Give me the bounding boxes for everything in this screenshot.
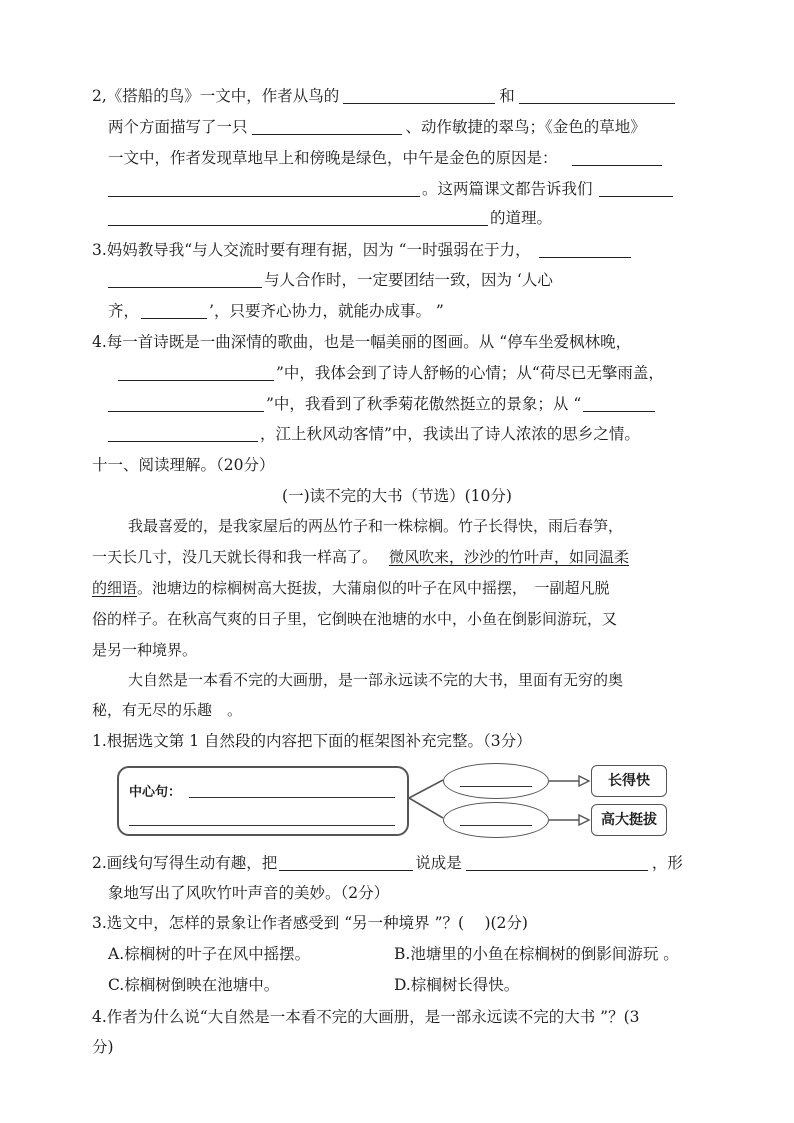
passage-line: 是另一种境界。: [92, 641, 198, 659]
q3-text: ’，只要齐心协力，就能办成事。 ”: [209, 302, 444, 320]
underlined-sentence: 微风吹来，沙沙的竹叶声，如同温柔: [389, 548, 630, 566]
q4-line-3: [108, 394, 655, 414]
answer-blank[interactable]: [572, 148, 662, 166]
q3-text: 3.妈妈教导我“与人交流时要有理有据，因为 “一时强弱在于力，: [92, 241, 531, 259]
q2-text: 两个方面描写了一只: [108, 118, 248, 136]
answer-blank[interactable]: [108, 179, 420, 197]
q4-text: ，江上秋风动客情”中，我读出了诗人浓浓的思乡之情。: [260, 425, 640, 443]
q2-text: 一文中，作者发现草地早上和傍晚是绿色，中午是金色的原因是：: [108, 149, 558, 167]
answer-blank[interactable]: [108, 424, 258, 442]
option-b[interactable]: B.池塘里的小鱼在棕榈树的倒影间游玩 。: [394, 945, 679, 963]
arrow-head: [579, 776, 589, 786]
answer-blank[interactable]: [108, 208, 488, 226]
answer-blank[interactable]: [343, 86, 495, 104]
framework-diagram: [113, 760, 673, 840]
answer-blank[interactable]: [460, 786, 532, 787]
q4-text: ”中，我体会到了诗人舒畅的心情；从“荷尽已无擎雨盖，: [276, 364, 664, 382]
answer-blank[interactable]: [252, 117, 402, 135]
q4-text: 4.每一首诗既是一曲深情的歌曲，也是一幅美丽的图画。从 “停车坐爱枫林晚，: [92, 333, 632, 351]
rq1-text: 1.根据选文第 1 自然段的内容把下面的框架图补充完整。（3分）: [92, 732, 532, 750]
rq3-text: 3.选文中，怎样的景象让作者感受到 “另一种境界 ”？( )(2分): [92, 914, 528, 932]
central-sentence-label: 中心句：: [129, 785, 182, 800]
q2-text: 、动作敏捷的翠鸟；《金色的草地》: [405, 118, 646, 136]
q2-text: 的道理。: [490, 209, 553, 227]
q2-text: 。这两篇课文都告诉我们: [422, 180, 593, 198]
rq2-text: 2.画线句写得生动有趣，把: [92, 854, 278, 872]
q4-text: ”中，我看到了秋季菊花傲然挺立的景象；从 “: [266, 395, 582, 413]
ellipse-blank[interactable]: [443, 763, 549, 799]
passage-line: [92, 547, 629, 567]
q3-text: 齐，: [108, 302, 140, 320]
answer-blank[interactable]: [108, 270, 262, 288]
answer-blank[interactable]: [519, 86, 675, 104]
rq2-line-1: [92, 853, 683, 873]
grows-fast-box: 长得快: [591, 765, 667, 797]
passage-line: 我最喜爱的，是我家屋后的两丛竹子和一株棕榈。竹子长得快，雨后春笋，: [128, 517, 624, 535]
q3-text: 与人合作时，一定要团结一致，因为 ‘人心: [264, 271, 553, 289]
ellipse-blank[interactable]: [443, 802, 549, 838]
answer-blank[interactable]: [599, 179, 673, 197]
underlined-sentence: 的细语: [92, 579, 138, 597]
answer-blank[interactable]: [466, 853, 648, 871]
q3-line-2: [108, 270, 553, 290]
connector-line: [409, 780, 443, 798]
option-a[interactable]: A.棕榈树的叶子在风中摇摆。: [108, 945, 311, 963]
q2-text: 和: [499, 87, 515, 105]
passage-text: 一天长几寸，没几天就长得和我一样高了。: [92, 548, 378, 566]
option-c[interactable]: C.棕榈树倒映在池塘中。: [108, 976, 280, 994]
q4-line-1: [92, 332, 631, 352]
q3-line-1: [92, 240, 631, 260]
q2-line-2: [108, 117, 646, 137]
option-d[interactable]: D.棕榈树长得快。: [394, 976, 520, 994]
section-heading: 十一、阅读理解。（20分）: [92, 456, 275, 474]
diagram-connectors: [113, 760, 673, 840]
passage-line: 俗的样子。在秋高气爽的日子里，它倒映在池塘的水中，小鱼在倒影间游玩，又: [92, 610, 618, 628]
passage-text: 。池塘边的棕榈树高大挺拔，大蒲扇似的叶子在风中摇摆， 一副超凡脱: [137, 579, 610, 597]
passage-title: (一)读不完的大书（节选）(10分): [282, 487, 512, 505]
answer-blank[interactable]: [539, 240, 631, 258]
answer-blank[interactable]: [118, 363, 274, 381]
arrow-head: [579, 815, 589, 825]
answer-blank[interactable]: [583, 394, 655, 412]
q2-line-5: [108, 208, 552, 228]
rq4-line-2: 分): [92, 1038, 114, 1056]
q3-line-3: [108, 301, 444, 321]
answer-blank[interactable]: [108, 394, 264, 412]
answer-blank[interactable]: [460, 825, 532, 826]
rq2-line-2: 象地写出了风吹竹叶声音的美妙。（2分）: [108, 884, 390, 902]
q4-line-2: [118, 363, 664, 383]
rq2-text: ，形: [651, 854, 683, 872]
q2-line-3: [108, 148, 662, 168]
connector-line: [409, 798, 443, 818]
tall-straight-box: 高大挺拔: [591, 804, 667, 836]
passage-line: 秘，有无尽的乐趣 。: [92, 701, 243, 719]
q2-line-1: [92, 86, 675, 106]
q2-line-4: [108, 179, 673, 199]
passage-line: [92, 578, 610, 598]
rq4-line-1: 4.作者为什么说“大自然是一本看不完的大画册，是一部永远读不完的大书 ”？(3: [92, 1008, 640, 1026]
answer-blank[interactable]: [141, 301, 207, 319]
rq2-text: 说成是: [415, 854, 462, 872]
q4-line-4: [108, 424, 640, 444]
answer-blank[interactable]: [279, 853, 413, 871]
passage-line: 大自然是一本看不完的大画册，是一部永远读不完的大书，里面有无穷的奥: [128, 671, 624, 689]
q2-text: 2,《搭船的鸟》一文中，作者从鸟的: [92, 87, 340, 105]
